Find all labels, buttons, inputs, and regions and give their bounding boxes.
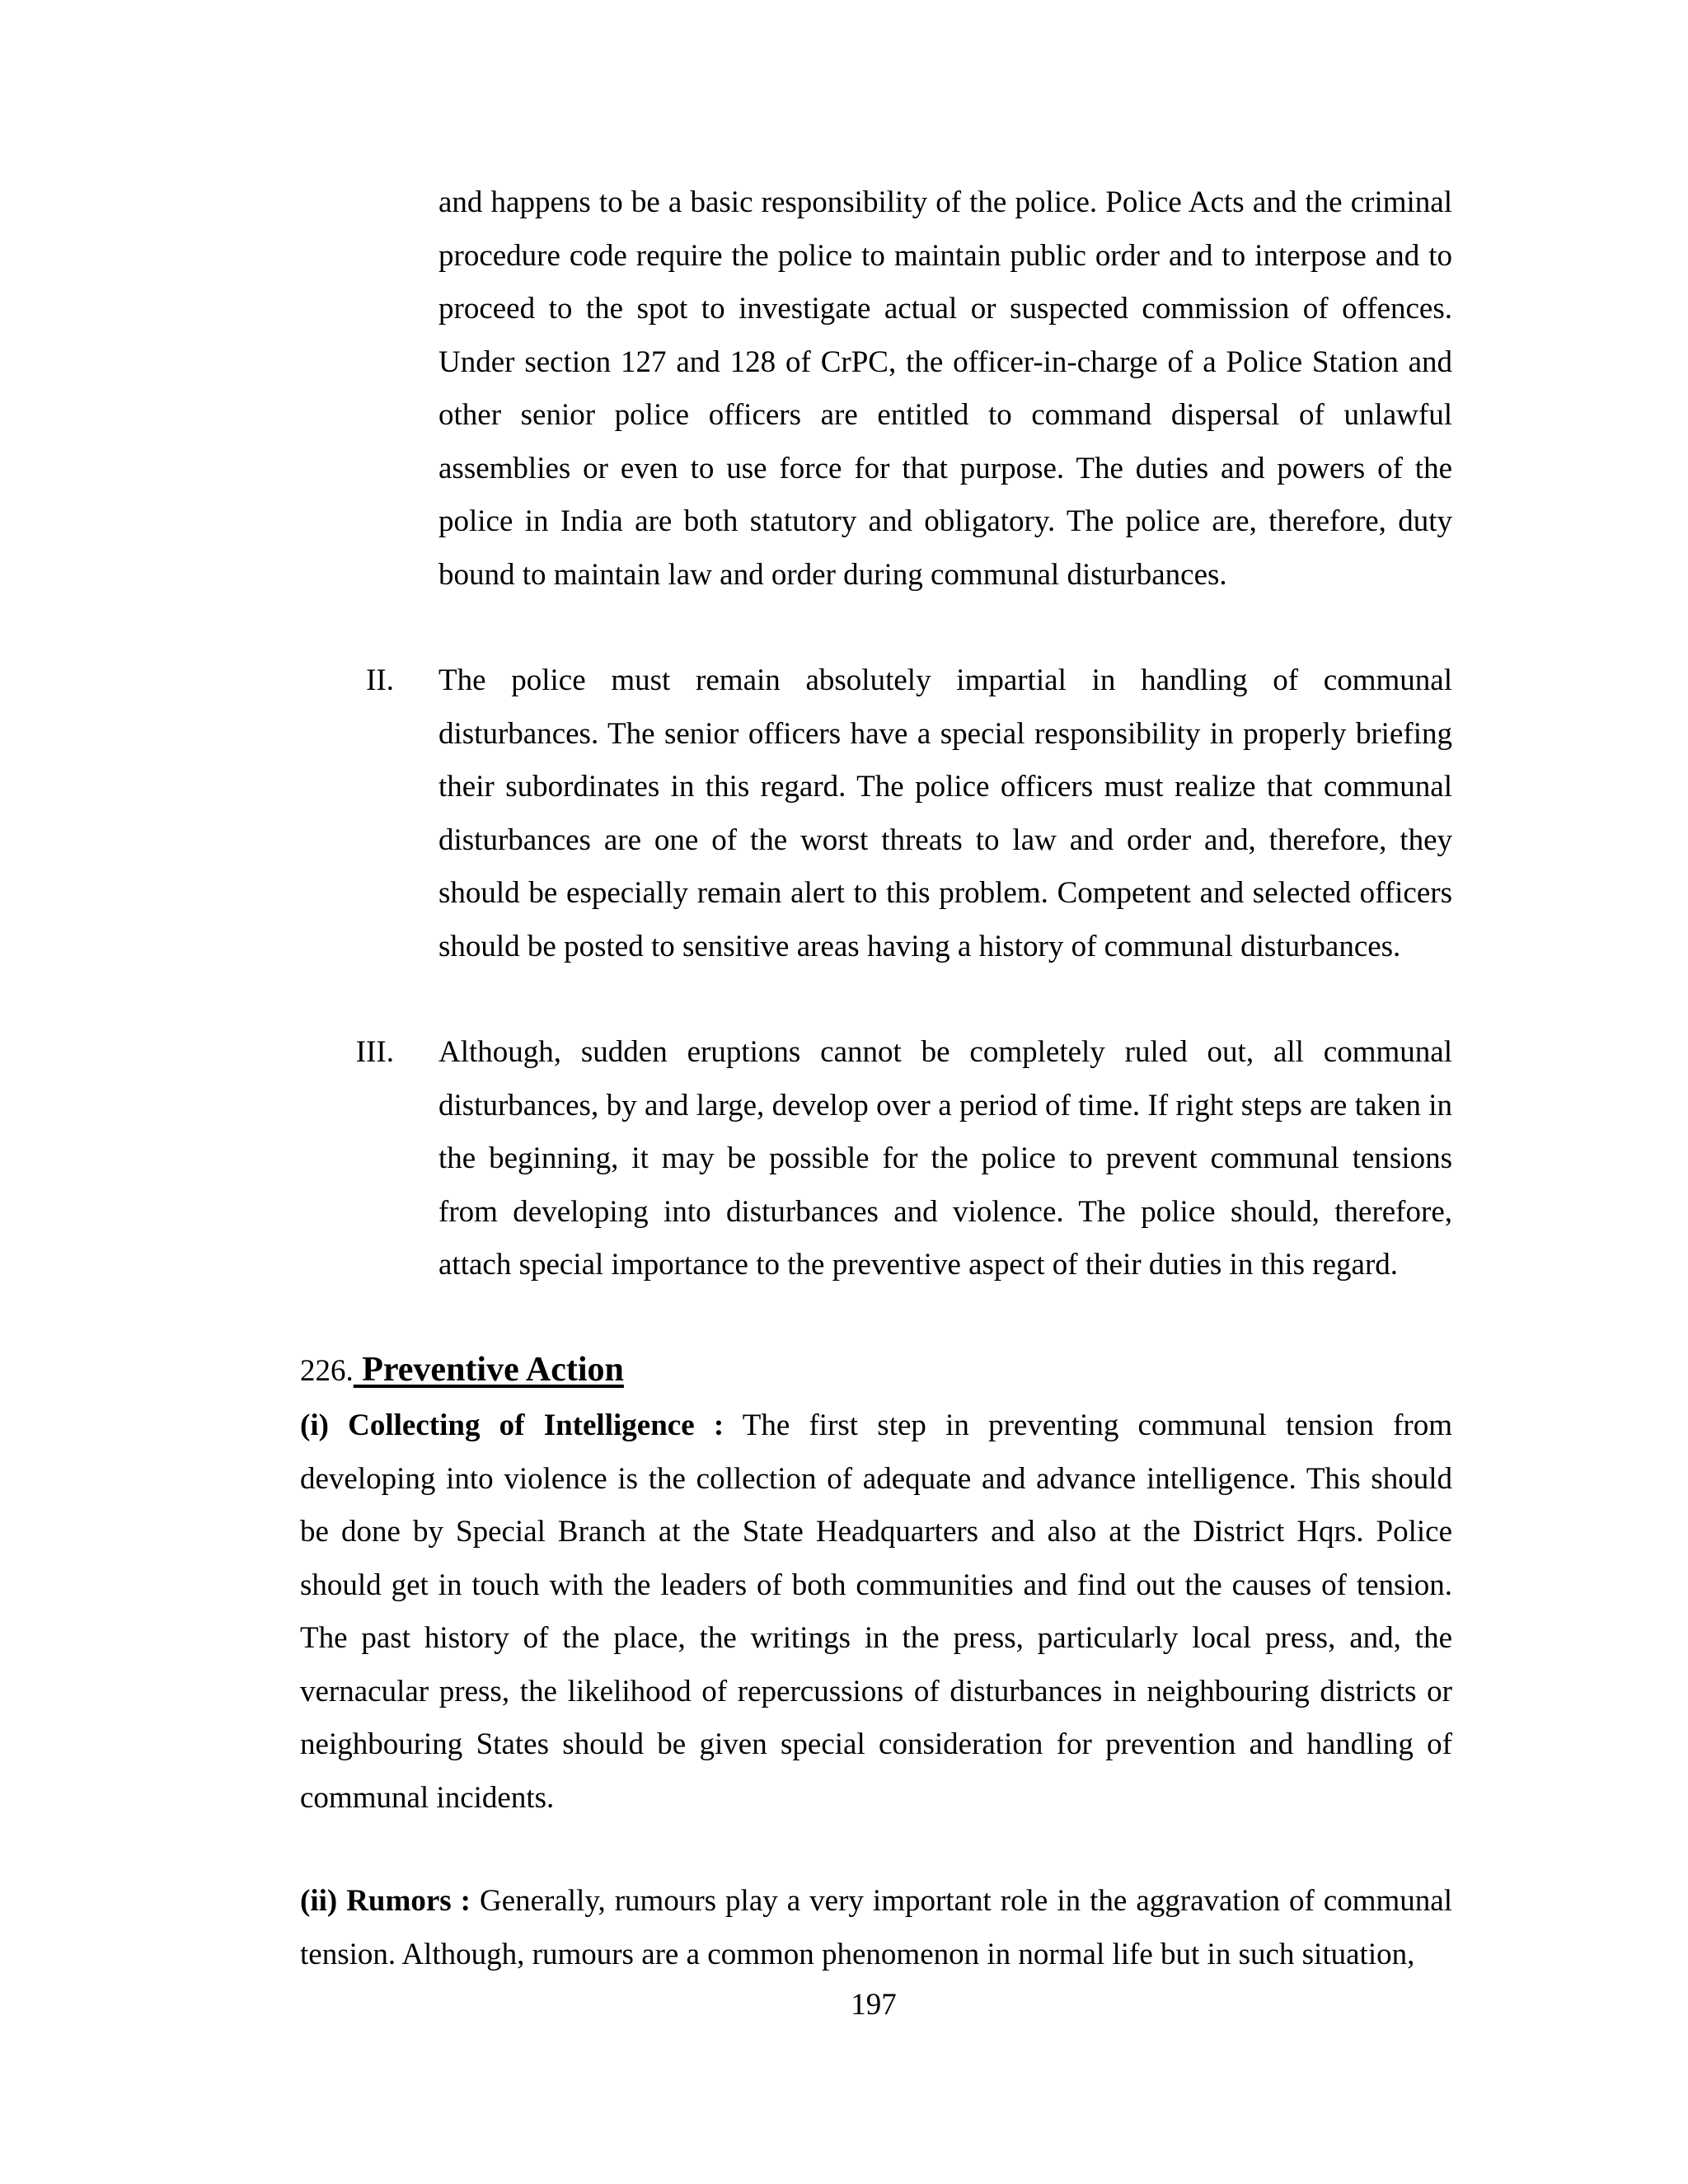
subsection-rumors	[300, 1875, 1452, 1981]
list-numeral-iii: III.	[355, 1035, 394, 1069]
subsection-intelligence-text: The first step in preventing communal tension from developing into violence is the collection of adequate and advance intelligence. This should be done by Special Branch at the State Headquarters and also at the District Hqrs. Police should get in touch with the leaders of both communities and find out the causes of tension. The past history of the place, the writings in the press, particularly local press, and, the vernacular press, the likelihood of repercussions of disturbances in neighbouring districts or neighbouring States should be given special consideration for prevention and handling of communal incidents.	[300, 1408, 1452, 1815]
section-title: Preventive Action	[353, 1351, 624, 1389]
subsection-intelligence	[300, 1399, 1452, 1825]
subsection-rumors-lead: (ii) Rumors :	[300, 1884, 471, 1918]
list-item-iii-text: Although, sudden eruptions cannot be completely ruled out, all communal disturbances, by and large, develop over a period of time. If right steps are taken in the beginning, it may be possible for the police to prevent communal tensions from developing into disturbances and violence. The police should, therefore, attach special importance to the preventive aspect of their duties in this regard.	[438, 1035, 1452, 1282]
continuation-paragraph: and happens to be a basic responsibility of the police. Police Acts and the criminal procedure code require the police to maintain public order and to interpose and to proceed to the spot to investigate actual or suspected commission of offences. Under section 127 and 128 of CrPC, the officer-in-charge of a Police Station and other senior police officers are entitled to command dispersal of unlawful assemblies or even to use force for that purpose. The duties and powers of the police in India are both statutory and obligatory. The police are, therefore, duty bound to maintain law and order during communal disturbances.	[438, 185, 1452, 592]
page-number: 197	[851, 1988, 897, 2022]
list-numeral-ii: II.	[366, 663, 394, 697]
section-heading	[300, 1345, 624, 1396]
list-item-ii-text: The police must remain absolutely impartial in handling of communal disturbances. The senior officers have a special responsibility in properly briefing their subordinates in this regard. The police officers must realize that communal disturbances are one of the worst threats to law and order and, therefore, they should be especially remain alert to this problem. Competent and selected officers should be posted to sensitive areas having a history of communal disturbances.	[438, 663, 1452, 963]
subsection-rumors-text: Generally, rumours play a very important role in the aggravation of communal tension. Although, rumours are a common phenomenon in normal life but in such situation,	[300, 1884, 1452, 1971]
subsection-intelligence-lead: (i) Collecting of Intelligence :	[300, 1408, 724, 1442]
section-number: 226.	[300, 1354, 354, 1388]
